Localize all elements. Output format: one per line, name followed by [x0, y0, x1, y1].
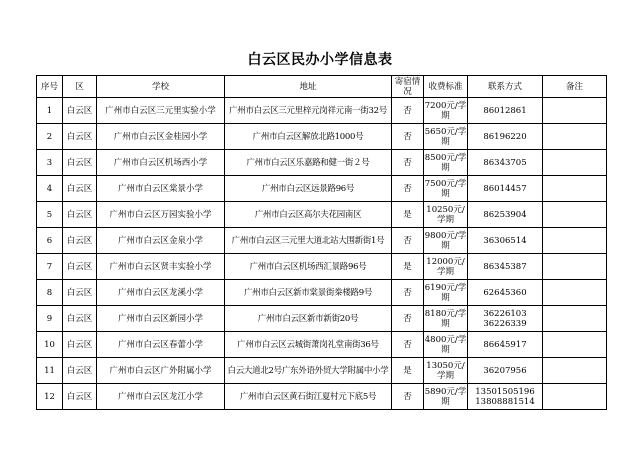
cell-address: 广州市白云区新市新街20号 [225, 306, 392, 332]
cell-index: 7 [37, 254, 63, 280]
table-row [37, 358, 607, 384]
table-row [37, 124, 607, 150]
cell-contact: 62645360 [468, 280, 543, 306]
header-row [37, 76, 607, 98]
cell-boarding: 否 [392, 332, 424, 358]
cell-contact: 86012861 [468, 98, 543, 124]
table-row [37, 228, 607, 254]
header-contact: 联系方式 [468, 76, 543, 98]
header-school: 学校 [97, 76, 225, 98]
cell-index: 2 [37, 124, 63, 150]
cell-address: 广州市白云区机场西汇景路96号 [225, 254, 392, 280]
cell-index: 11 [37, 358, 63, 384]
cell-district: 白云区 [63, 176, 97, 202]
cell-district: 白云区 [63, 254, 97, 280]
table-row [37, 176, 607, 202]
cell-contact: 13501505196 13808881514 [468, 384, 543, 410]
cell-index: 1 [37, 98, 63, 124]
cell-contact: 36226103 36226339 [468, 306, 543, 332]
school-info-table [36, 75, 607, 410]
cell-contact: 36207956 [468, 358, 543, 384]
cell-district: 白云区 [63, 98, 97, 124]
cell-index: 8 [37, 280, 63, 306]
cell-remark [543, 98, 607, 124]
header-fee: 收费标准 [424, 76, 468, 98]
cell-district: 白云区 [63, 306, 97, 332]
cell-boarding: 否 [392, 124, 424, 150]
cell-address: 广州市白云区云城街萧岗礼堂南街36号 [225, 332, 392, 358]
cell-contact: 86345387 [468, 254, 543, 280]
cell-fee: 5890元/学期 [424, 384, 468, 410]
cell-fee: 8500元/学期 [424, 150, 468, 176]
cell-boarding: 是 [392, 202, 424, 228]
table-row [37, 254, 607, 280]
cell-fee: 10250元/学期 [424, 202, 468, 228]
cell-district: 白云区 [63, 124, 97, 150]
cell-fee: 8180元/学期 [424, 306, 468, 332]
cell-contact: 86014457 [468, 176, 543, 202]
cell-index: 6 [37, 228, 63, 254]
cell-address: 广州市白云区解放北路1000号 [225, 124, 392, 150]
cell-school: 广州市白云区龙江小学 [97, 384, 225, 410]
cell-remark [543, 150, 607, 176]
cell-fee: 4800元/学期 [424, 332, 468, 358]
table-row [37, 98, 607, 124]
cell-fee: 13050元/学期 [424, 358, 468, 384]
page-title: 白云区民办小学信息表 [247, 52, 393, 68]
cell-school: 广州市白云区金桂园小学 [97, 124, 225, 150]
cell-address: 广州市白云区新市棠景街桊楼路9号 [225, 280, 392, 306]
header-boarding: 寄宿情况 [392, 76, 424, 98]
cell-school: 广州市白云区棠景小学 [97, 176, 225, 202]
cell-school: 广州市白云区金泉小学 [97, 228, 225, 254]
cell-index: 10 [37, 332, 63, 358]
cell-contact: 86196220 [468, 124, 543, 150]
cell-boarding: 是 [392, 254, 424, 280]
cell-district: 白云区 [63, 358, 97, 384]
cell-school: 广州市白云区龙溪小学 [97, 280, 225, 306]
cell-index: 4 [37, 176, 63, 202]
table-row [37, 384, 607, 410]
cell-address: 广州市白云区三元里大道北站大围新街1号 [225, 228, 392, 254]
cell-remark [543, 280, 607, 306]
cell-boarding: 否 [392, 98, 424, 124]
cell-address: 白云大道北2号广东外语外贸大学附属中小学 [225, 358, 392, 384]
header-index: 序号 [37, 76, 63, 98]
cell-district: 白云区 [63, 280, 97, 306]
cell-boarding: 否 [392, 228, 424, 254]
cell-address: 广州市白云区远景路96号 [225, 176, 392, 202]
cell-fee: 7500元/学期 [424, 176, 468, 202]
cell-address: 广州市白云区乐嘉路和健一街２号 [225, 150, 392, 176]
cell-contact: 86645917 [468, 332, 543, 358]
cell-boarding: 否 [392, 384, 424, 410]
cell-contact: 36306514 [468, 228, 543, 254]
cell-school: 广州市白云区广外附属小学 [97, 358, 225, 384]
cell-district: 白云区 [63, 150, 97, 176]
cell-remark [543, 202, 607, 228]
cell-district: 白云区 [63, 384, 97, 410]
cell-remark [543, 332, 607, 358]
table-row [37, 202, 607, 228]
header-address: 地址 [225, 76, 392, 98]
cell-remark [543, 124, 607, 150]
cell-boarding: 否 [392, 306, 424, 332]
header-district: 区 [63, 76, 97, 98]
cell-address: 广州市白云区高尔夫花园南区 [225, 202, 392, 228]
cell-boarding: 否 [392, 280, 424, 306]
cell-remark [543, 176, 607, 202]
cell-fee: 7200元/学期 [424, 98, 468, 124]
cell-boarding: 否 [392, 176, 424, 202]
cell-school: 广州市白云区三元里实验小学 [97, 98, 225, 124]
cell-remark [543, 358, 607, 384]
cell-contact: 86253904 [468, 202, 543, 228]
cell-district: 白云区 [63, 228, 97, 254]
cell-school: 广州市白云区贤丰实验小学 [97, 254, 225, 280]
cell-boarding: 是 [392, 358, 424, 384]
header-remark: 备注 [543, 76, 607, 98]
cell-remark [543, 254, 607, 280]
table-row [37, 332, 607, 358]
cell-index: 9 [37, 306, 63, 332]
cell-contact: 86343705 [468, 150, 543, 176]
cell-remark [543, 384, 607, 410]
cell-school: 广州市白云区机场西小学 [97, 150, 225, 176]
cell-index: 3 [37, 150, 63, 176]
table-row [37, 306, 607, 332]
cell-boarding: 否 [392, 150, 424, 176]
cell-remark [543, 306, 607, 332]
cell-school: 广州市白云区春蕾小学 [97, 332, 225, 358]
table-row [37, 280, 607, 306]
cell-index: 5 [37, 202, 63, 228]
cell-school: 广州市白云区万园实验小学 [97, 202, 225, 228]
cell-district: 白云区 [63, 332, 97, 358]
cell-address: 广州市白云区黄石街江夏村元下底5号 [225, 384, 392, 410]
cell-district: 白云区 [63, 202, 97, 228]
cell-fee: 9800元/学期 [424, 228, 468, 254]
cell-fee: 12000元/学期 [424, 254, 468, 280]
cell-fee: 6190元/学期 [424, 280, 468, 306]
cell-index: 12 [37, 384, 63, 410]
table-row [37, 150, 607, 176]
cell-address: 广州市白云区三元里梓元岗祥元南一街32号 [225, 98, 392, 124]
cell-fee: 5650元/学期 [424, 124, 468, 150]
cell-school: 广州市白云区新园小学 [97, 306, 225, 332]
cell-remark [543, 228, 607, 254]
